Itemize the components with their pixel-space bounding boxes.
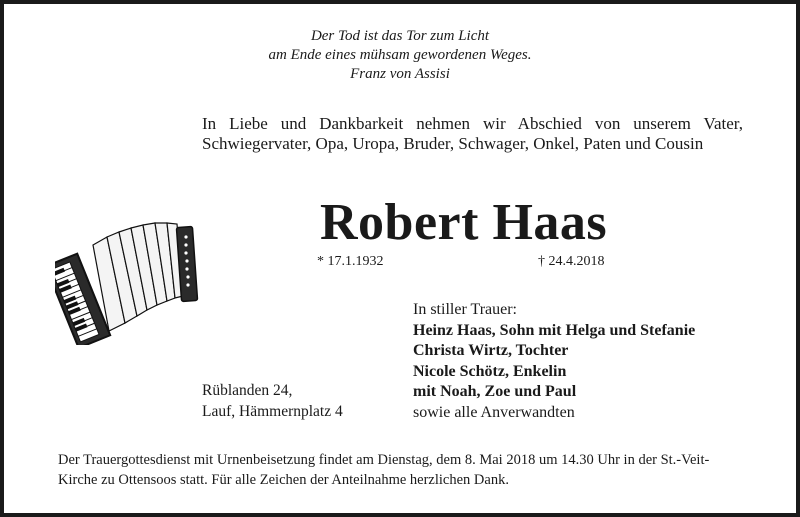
quote-author: Franz von Assisi xyxy=(350,66,450,82)
mourners-block xyxy=(413,300,773,423)
service-notice: Der Trauergottesdienst mit Urnenbeisetzung findet am Dienstag, dem 8. Mai 2018 um 14.30 Uhr in der St.-Veit-Kirche zu Ottensoos statt. Für alle Zeichen der Anteilnahme herzlichen Dank. xyxy=(58,452,710,488)
quote xyxy=(0,27,800,84)
quote-line-1: Der Tod ist das Tor zum Licht xyxy=(310,28,490,44)
mourner-line: Nicole Schötz, Enkelin xyxy=(413,362,567,380)
intro-text: In Liebe und Dankbarkeit nehmen wir Abschied von unserem Vater, Schwiegervater, Opa, Uropa, Bruder, Schwager, Onkel, Paten und Cousin xyxy=(202,114,743,153)
mourners-closing: sowie alle Anverwandten xyxy=(413,403,575,421)
mourner-line: Christa Wirtz, Tochter xyxy=(413,342,569,359)
address-block xyxy=(202,381,343,422)
mourner-line: Heinz Haas, Sohn mit Helga und Stefanie xyxy=(413,321,696,339)
death-date: † 24.4.2018 xyxy=(538,254,605,269)
mourners-heading: In stiller Trauer: xyxy=(413,301,517,318)
address-line-1: Rüblanden 24, xyxy=(202,382,293,399)
accordion-icon xyxy=(55,215,207,345)
address-line-2: Lauf, Hämmernplatz 4 xyxy=(202,402,343,420)
birth-date: * 17.1.1932 xyxy=(317,254,384,269)
mourner-line: mit Noah, Zoe und Paul xyxy=(413,383,577,400)
quote-line-2: am Ende eines mühsam gewordenen Weges. xyxy=(268,47,532,63)
deceased-name: Robert Haas xyxy=(320,194,608,251)
